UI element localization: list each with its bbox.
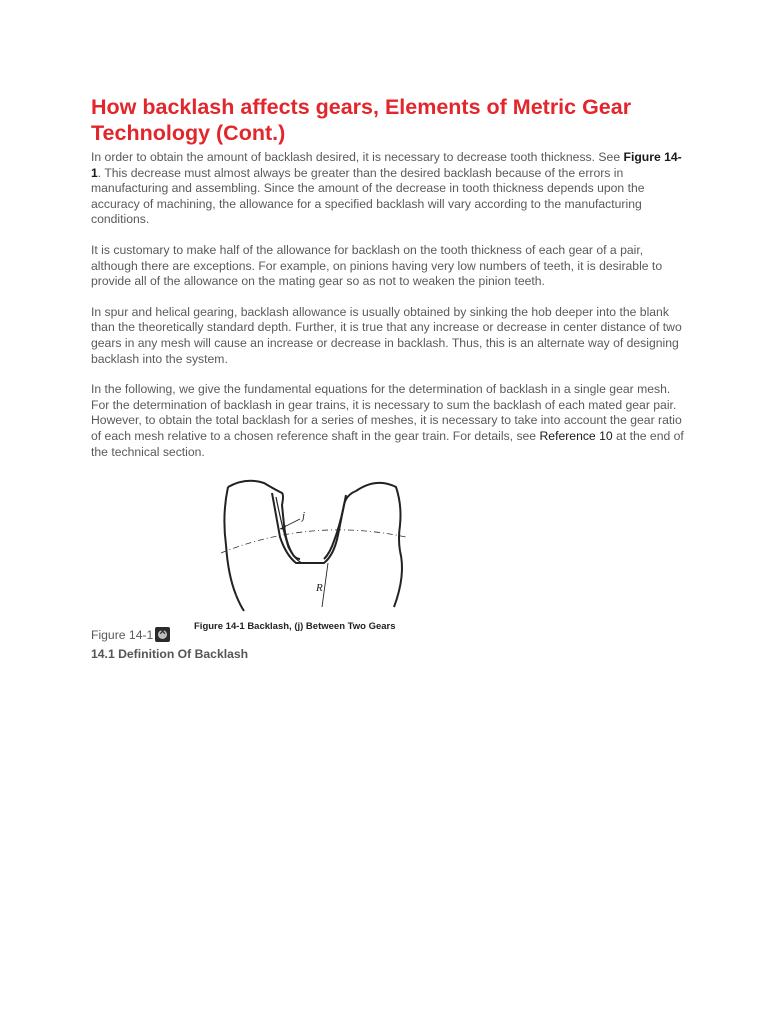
figure-caption: Figure 14-1 Backlash, (j) Between Two Gears xyxy=(194,621,396,633)
paragraph-4-end: at the end of the technical section. xyxy=(91,428,684,459)
paragraph-1 xyxy=(91,150,691,228)
figure-14-1 xyxy=(91,475,691,660)
upper-gear-tooth-left xyxy=(228,481,300,559)
lower-gear-tooth-inner xyxy=(276,497,302,563)
figure-alt-text: Figure 14-1 xyxy=(91,627,154,642)
section-heading: 14.1 Definition Of Backlash xyxy=(91,647,249,662)
backlash-gear-diagram xyxy=(216,475,416,615)
lower-gear-flank-left xyxy=(236,595,244,611)
broken-image-icon xyxy=(155,627,170,642)
paragraph-1-start: In order to obtain the amount of backlash desired, it is necessary to decrease tooth thickness. See xyxy=(91,150,624,164)
radius-line xyxy=(322,563,328,607)
upper-gear-tooth-right xyxy=(356,483,401,551)
backlash-label-j: j xyxy=(302,510,306,523)
paragraph-4-start: In the following, we give the fundamental equations for the determination of backlash in a single gear mesh. For the determination of backlash in gear trains, it is necessary to sum the backlash of each mated gear pair. However, to obtain the total backlash for a series of meshes, it is necessary to take into account the gear ratio of each mesh relative to a chosen reference shaft in the gear train. For details, see xyxy=(91,382,682,443)
figure-14-1-link[interactable]: Figure 14-1 xyxy=(91,150,682,180)
figure-alt-line xyxy=(91,627,170,642)
article-title: How backlash affects gears, Elements of Metric Gear Technology (Cont.) xyxy=(91,95,632,145)
radius-label-r: R xyxy=(316,582,323,595)
paragraph-3: In spur and helical gearing, backlash allowance is usually obtained by sinking the hob deeper into the blank than the theoretically standard depth. Further, it is true that any increase or decrease in center distance of two gears in any mesh will cause an increase or decrease in backlash. Thus, this is an alternate way of designing backlash into the system. xyxy=(91,304,682,366)
paragraph-2: It is customary to make half of the allowance for backlash on the tooth thickness of each gear of a pair, although there are exceptions. For example, on pinions having very low numbers of teeth, it is desirable to provide all of the allowance on the mating gear so as not to weaken the pinion teeth. xyxy=(91,242,663,289)
paragraph-4 xyxy=(91,382,691,460)
upper-gear-flank-left xyxy=(224,487,236,595)
pitch-circle-line xyxy=(221,530,406,553)
article xyxy=(91,94,691,660)
backlash-arrow-head xyxy=(280,525,286,530)
paragraph-1-end: . This decrease must almost always be greater than the desired backlash because of the errors in manufacturing and assembling. Since the amount of the decrease in tooth thickness depends upon the accuracy of machining, the allowance for a specified backlash will vary according to the manufacturing conditions. xyxy=(91,165,645,227)
upper-gear-flank-far-right xyxy=(394,551,402,607)
reference-10-link[interactable]: Reference 10 xyxy=(539,428,613,443)
